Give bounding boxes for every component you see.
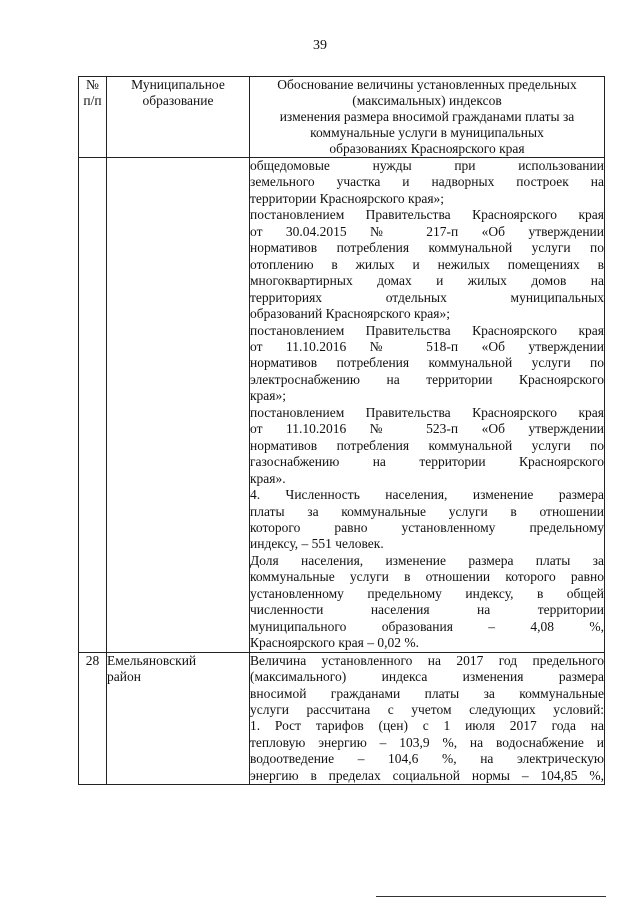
text-line: газоснабжению на территории Красноярского: [250, 454, 604, 470]
text-line: Величина установленного на 2017 год предельного: [250, 652, 604, 668]
page-number: 39: [313, 38, 327, 53]
text-line: которого равно установленному предельному: [250, 519, 604, 535]
text-line: территории Красноярского края»;: [250, 190, 445, 206]
text-line: электроснабжению на территории Красноярского: [250, 371, 604, 387]
header-basis-line: изменения размера вносимой гражданами платы за: [279, 109, 575, 124]
text-line: нормативов потребления коммунальной услуги по: [250, 355, 604, 371]
row-justification: [250, 158, 605, 653]
text-line: нормативов потребления коммунальной услуги по: [250, 240, 604, 256]
row-number: [79, 158, 107, 653]
text-line: общедомовые нужды при использовании: [250, 158, 604, 173]
footer-rule: [376, 896, 606, 897]
text-line: от 30.04.2015 № 217-п «Об утверждении: [250, 223, 604, 239]
text-line: муниципального образования – 4,08 %,: [250, 618, 604, 634]
header-basis: [250, 77, 605, 158]
row-number: 28: [79, 652, 107, 785]
row-municipality: [107, 158, 250, 653]
row-justification: [250, 652, 605, 785]
header-municipality: Муниципальное образование: [107, 77, 250, 158]
text-line: от 11.10.2016 № 523-п «Об утверждении: [250, 421, 604, 437]
text-line: платы за коммунальные услуги в отношении: [250, 503, 604, 519]
header-number: № п/п: [79, 77, 107, 158]
table-row: [79, 652, 605, 785]
text-line: коммунальные услуги в отношении которого равно: [250, 569, 604, 585]
text-line: многоквартирных домах и жилых домов на: [250, 273, 604, 289]
header-basis-line: (максимальных) индексов: [352, 93, 502, 108]
header-basis-line: Обоснование величины установленных предельных: [277, 77, 577, 92]
text-line: отоплению в жилых и нежилых помещениях в: [250, 256, 604, 272]
header-basis-line: образованиях Красноярского края: [329, 141, 525, 156]
text-line: Доля населения, изменение размера платы за: [250, 552, 604, 568]
text-line: индексу, – 551 человек.: [250, 536, 384, 552]
text-line: Красноярского края – 0,02 %.: [250, 635, 419, 651]
text-line: вносимой гражданами платы за коммунальные: [250, 685, 604, 701]
text-line: тепловую энергию – 103,9 %, на водоснабжение и: [250, 734, 604, 750]
text-line: 1. Рост тарифов (цен) с 1 июля 2017 года на: [250, 718, 604, 734]
text-line: численности населения на территории: [250, 602, 604, 618]
text-line: территориях отдельных муниципальных: [250, 289, 604, 305]
table-row: [79, 158, 605, 653]
table-header-row: [79, 77, 605, 158]
text-line: земельного участка и надворных построек на: [250, 174, 604, 190]
text-line: края».: [250, 470, 286, 486]
text-line: услуги рассчитана с учетом следующих условий:: [250, 701, 604, 717]
text-line: образований Красноярского края»;: [250, 306, 450, 322]
text-line: края»;: [250, 388, 287, 404]
row-municipality: Емельяновский район: [107, 652, 250, 785]
text-line: энергию в пределах социальной нормы – 104,85 %,: [250, 767, 604, 783]
text-line: нормативов потребления коммунальной услуги по: [250, 437, 604, 453]
text-line: постановлением Правительства Красноярского края: [250, 207, 604, 223]
text-line: постановлением Правительства Красноярского края: [250, 404, 604, 420]
text-line: постановлением Правительства Красноярского края: [250, 322, 604, 338]
header-basis-line: коммунальные услуги в муниципальных: [310, 125, 544, 140]
text-line: водоотведение – 104,6 %, на электрическую: [250, 751, 604, 767]
text-line: (максимального) индекса изменения размера: [250, 669, 604, 685]
tariff-justification-table: [78, 76, 605, 785]
text-line: от 11.10.2016 № 518-п «Об утверждении: [250, 338, 604, 354]
text-line: установленному предельному индексу, в общей: [250, 585, 604, 601]
text-line: 4. Численность населения, изменение размера: [250, 487, 604, 503]
